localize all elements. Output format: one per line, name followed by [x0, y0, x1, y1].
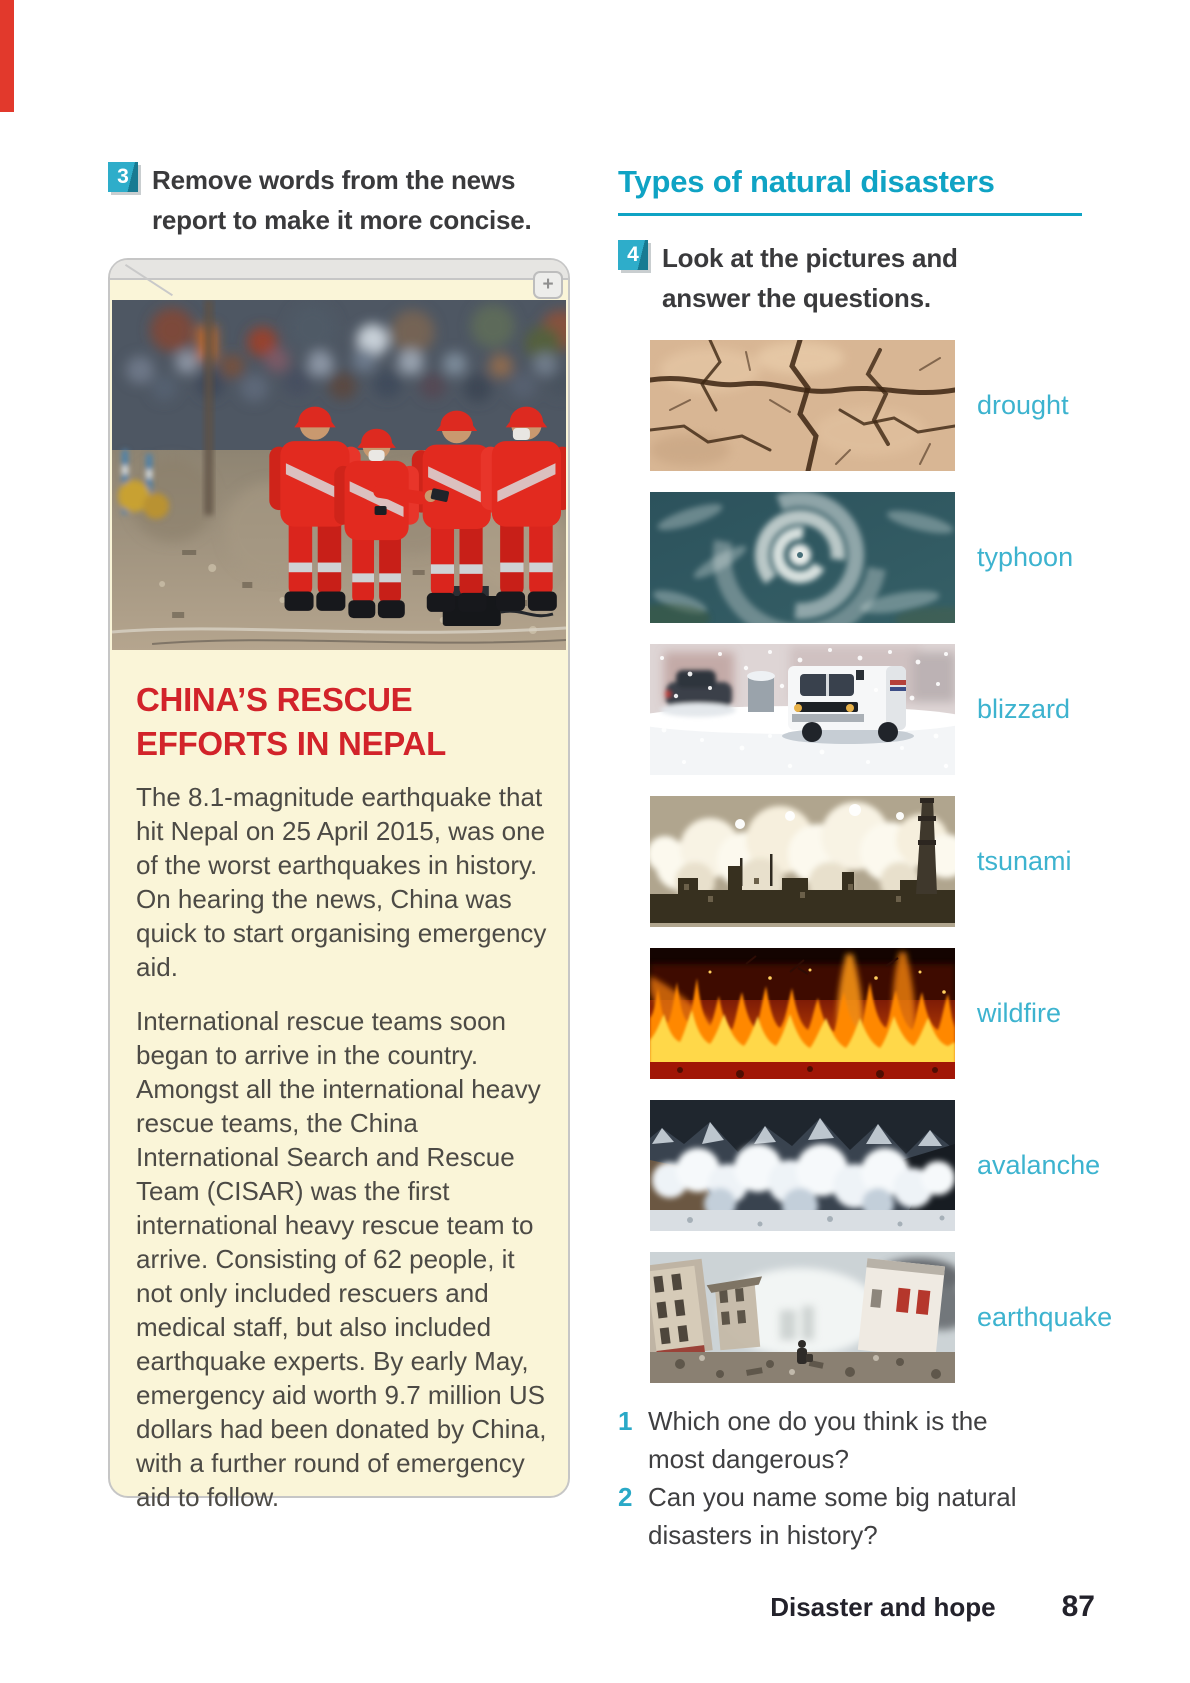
exercise-number-badge: 3	[108, 162, 138, 192]
question-text: Which one do you think is the most dangerous?	[648, 1406, 988, 1474]
article-title: CHINA’S RESCUE EFFORTS IN NEPAL	[136, 681, 446, 762]
news-clipping-card	[108, 258, 570, 1512]
exercise-number-badge: 4	[618, 240, 648, 270]
list-item	[650, 340, 1112, 471]
question-2	[618, 1478, 1058, 1554]
unit-color-tab	[0, 0, 14, 112]
disaster-label: tsunami	[977, 846, 1072, 876]
disaster-label: wildfire	[977, 998, 1062, 1028]
disaster-label: drought	[977, 390, 1069, 420]
article-paragraph-2: International rescue teams soon began to arrive in the country. Amongst all the international heavy rescue teams, the China International Search and Rescue Team (CISAR) was the first international heavy rescue team to arrive. Consisting of 62 people, it not only included rescuers and medical staff, but also included earthquake experts. By early May, emergency aid worth 9.7 million US dollars had been donated by China, with a further round of emergency aid to follow.	[136, 1006, 547, 1512]
list-item	[650, 796, 1112, 927]
list-item	[650, 1252, 1112, 1383]
disaster-label: avalanche	[977, 1150, 1101, 1180]
typhoon-photo	[650, 492, 955, 623]
avalanche-photo	[650, 1100, 955, 1231]
question-list	[618, 1402, 1058, 1554]
question-text: Can you name some big natural disasters in history?	[648, 1482, 1017, 1550]
rescue-team-photo	[112, 300, 566, 650]
blizzard-photo	[650, 644, 955, 775]
disaster-label: earthquake	[977, 1302, 1113, 1332]
list-item	[650, 492, 1112, 623]
earthquake-photo	[650, 1252, 955, 1383]
disaster-label: blizzard	[977, 694, 1071, 724]
page-number: 87	[1061, 1590, 1095, 1623]
drought-photo	[650, 340, 955, 471]
article-paragraph-1: The 8.1-magnitude earthquake that hit Nepal on 25 April 2015, was one of the worst earthquakes in history. On hearing the news, China was quick to start organising emergency aid.	[136, 782, 547, 982]
disaster-picture-list	[650, 340, 1112, 1404]
exercise-3-header	[108, 160, 578, 240]
list-item	[650, 948, 1112, 1079]
list-item	[650, 1100, 1112, 1231]
plus-icon: +	[533, 271, 563, 299]
question-number: 2	[618, 1482, 633, 1512]
disaster-label: typhoon	[977, 542, 1074, 572]
section-title-rule	[618, 213, 1082, 216]
list-item	[650, 644, 1112, 775]
exercise-4-header	[618, 238, 1048, 318]
clipping-top-strip	[110, 260, 568, 280]
section-title: Types of natural disasters	[618, 164, 995, 199]
exercise-3-instruction: Remove words from the news report to make it more concise.	[152, 165, 532, 235]
page-footer	[0, 1590, 1095, 1624]
unit-title: Disaster and hope	[770, 1592, 996, 1622]
exercise-4-instruction: Look at the pictures and answer the questions.	[662, 243, 958, 313]
question-1	[618, 1402, 1058, 1478]
question-number: 1	[618, 1406, 633, 1436]
wildfire-photo	[650, 948, 955, 1079]
tsunami-photo	[650, 796, 955, 927]
